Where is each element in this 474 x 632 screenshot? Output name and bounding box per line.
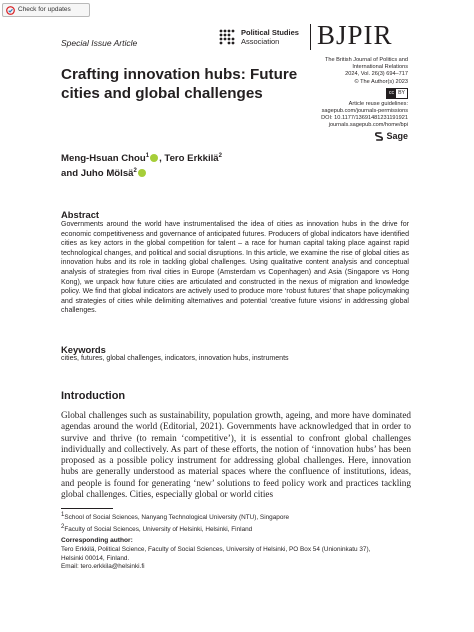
abstract-text: Governments around the world have instrumentalised the idea of cities as innovation hubs in the drive for economic competitiveness and governance of anticipated futures. Producers of global indicators have identified cities as key actors in the global competition for talent – a race for human capital taking place against rapid technological changes, and political and social disruptions. In this article, we examine the rise of global cities as innovation hubs and its role in tackling global challenges. Using qualitative content analysis and conceptual analysis of strategies from rival cities in Europe (Amsterdam vs Copenhagen) and Asia (Singapore vs Hong Kong), we unpack how future cities are articulated and constructed in the nexus of migration and knowledge policy. We find that global indicators are actively used to produce more ‘robust futures’ that shape policymaking and strategies of cities while delimiting alternatives and potential ‘creative future visions’ in addressing global challenges.: [61, 221, 409, 315]
corresponding-email[interactable]: Email: tero.erkkila@helsinki.fi: [61, 563, 145, 571]
doi-link[interactable]: DOI: 10.1177/13691481231191921: [321, 115, 408, 122]
affiliation-marker: 2: [133, 168, 137, 175]
author-conjunction: and: [61, 168, 81, 180]
corresponding-city: Helsinki 00014, Finland.: [61, 554, 130, 562]
publisher-name: Political Studies: [241, 28, 299, 37]
introduction-text: Global challenges such as sustainability, population growth, ageing, and more have dominated agendas around the world (Editorial, 2021). Governments have acknowledged that in order to survive and thrive (to remain ‘competitive’), it is essential to confront global challenges individually and collectively. As part of these efforts, the notion of ‘innovation hubs’ has been proposed as a possible policy instrument for addressing global challenges. Here, innovation hubs are generally understood as material spaces where the confluence of institutions, ideas, and people is found for generating ‘new’ solutions to feed policy work and practices tackling global challenges. Cities, especially global or world cities: [61, 410, 411, 500]
abstract-heading: Abstract: [61, 209, 100, 220]
corresponding-author-details: [61, 546, 421, 572]
keywords-list: cities, futures, global challenges, indicators, innovation hubs, instruments: [61, 355, 289, 362]
sage-logo: [375, 132, 408, 141]
affiliation-number: 1: [61, 512, 65, 518]
check-updates-icon: [6, 6, 15, 15]
publisher-subname: Association: [241, 37, 280, 46]
sage-label: Sage: [386, 130, 408, 141]
affiliation-text: Faculty of Social Sciences, University of Helsinki, Helsinki, Finland: [64, 525, 253, 533]
keywords-heading: Keywords: [61, 344, 106, 355]
journal-name-line1: The British Journal of Politics and: [324, 57, 408, 63]
corresponding-address: Tero Erkkilä, Political Science, Faculty of Social Sciences, University of Helsinki, PO Box 54 (Unioninkatu 37),: [61, 546, 371, 553]
orcid-icon[interactable]: [138, 169, 146, 177]
cc-icon: cc: [388, 89, 395, 96]
copyright: © The Author(s) 2023: [354, 78, 408, 85]
publisher-logo: [218, 26, 306, 48]
cc-by-label: BY: [398, 89, 405, 96]
journal-name-line2: International Relations: [352, 64, 408, 71]
logo-divider: [310, 24, 311, 50]
author-name[interactable]: Meng-Hsuan Chou: [61, 153, 146, 165]
sage-icon: [375, 132, 383, 141]
issue-type-label: Special Issue Article: [61, 38, 138, 48]
affiliation-2: [61, 523, 289, 535]
author-name[interactable]: Juho Mölsä: [80, 168, 134, 180]
affiliation-number: 2: [61, 523, 65, 530]
article-title: Crafting innovation hubs: Future cities and global challenges: [61, 66, 298, 102]
volume-info: 2024, Vol. 26(3) 694–717: [345, 71, 408, 78]
check-updates-label: Check for updates: [18, 6, 71, 13]
political-studies-association-icon: [218, 28, 236, 46]
affiliation-text: School of Social Sciences, Nanyang Technological University (NTU), Singapore: [64, 514, 290, 522]
reuse-guidelines-link[interactable]: sagepub.com/journals-permissions: [321, 108, 408, 115]
orcid-icon[interactable]: [150, 154, 158, 162]
author-list: [61, 150, 321, 180]
check-for-updates-button[interactable]: [2, 3, 90, 17]
journal-home-link[interactable]: journals.sagepub.com/home/bpi: [328, 122, 408, 129]
affiliation-1: [61, 511, 289, 523]
affiliations: [61, 511, 289, 534]
cc-license-badge[interactable]: [386, 88, 408, 99]
footnote-divider: [61, 508, 113, 509]
author-name[interactable]: , Tero Erkkilä: [159, 153, 219, 165]
journal-abbreviation: BJPIR: [317, 20, 393, 50]
introduction-heading: Introduction: [61, 390, 126, 402]
corresponding-author-heading: Corresponding author:: [61, 537, 133, 544]
affiliation-marker: 1: [145, 153, 150, 159]
affiliation-marker: 2: [218, 153, 222, 159]
reuse-guidelines-label: Article reuse guidelines:: [348, 100, 408, 107]
